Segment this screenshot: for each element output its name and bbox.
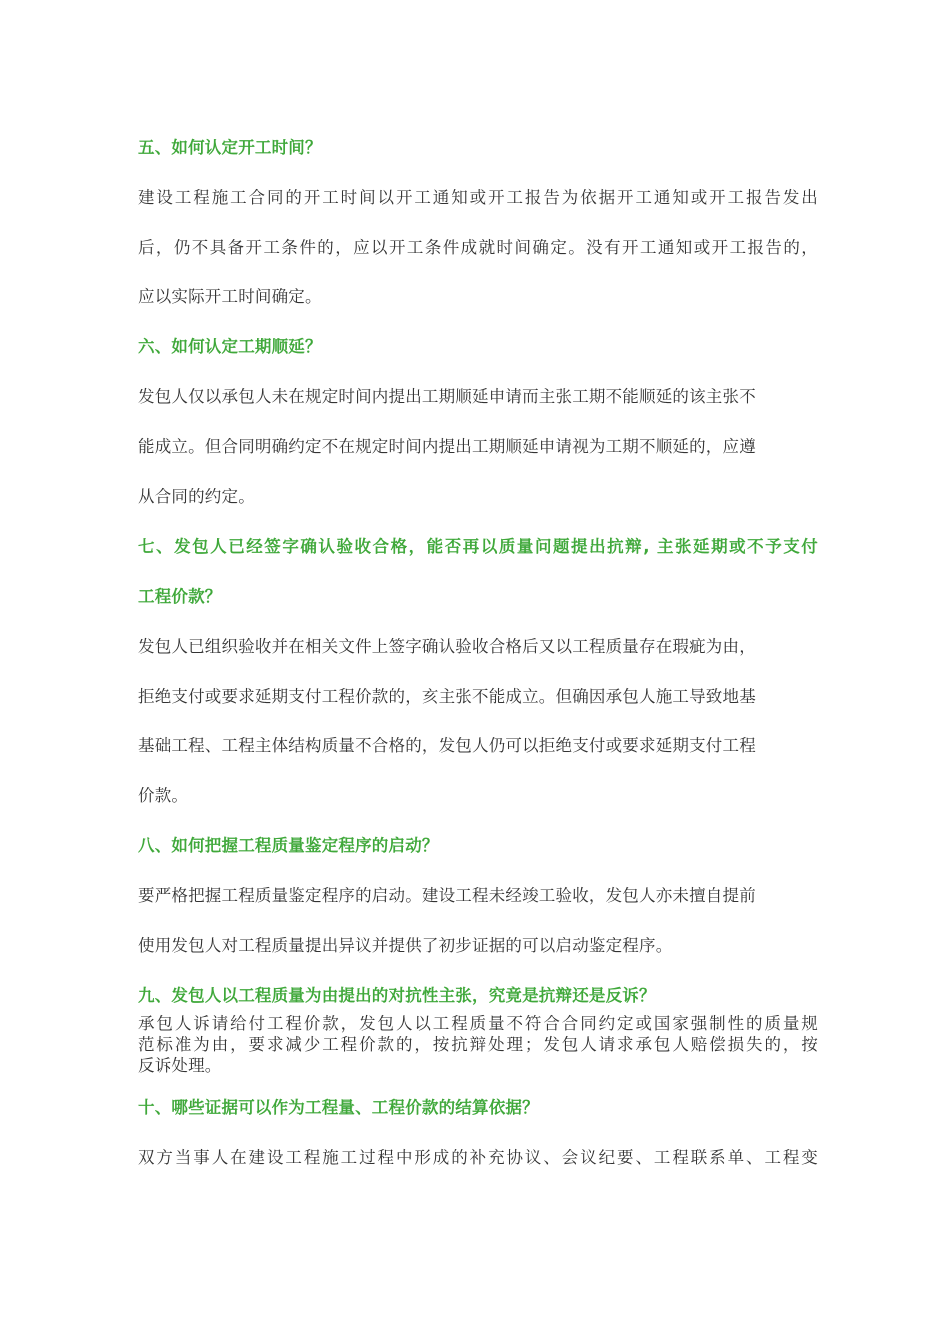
section-6-body-line-2: 能成立。但合同明确约定不在规定时间内提出工期顺延申请视为工期不顺延的，应遵	[138, 437, 756, 456]
section-6-body-line-1: 发包人仅以承包人未在规定时间内提出工期顺延申请而主张工期不能顺延的该主张不	[138, 387, 756, 406]
section-5-body-line-2: 后，仍不具备开工条件的，应以开工条件成就时间确定。没有开工通知或开工报告的，	[138, 238, 818, 257]
section-7-body-line-2: 拒绝支付或要求延期支付工程价款的，亥主张不能成立。但确因承包人施工导致地基	[138, 687, 756, 706]
section-7-body-line-4: 价款。	[138, 786, 189, 805]
section-7-heading-line-1: 七、发包人已经签字确认验收合格，能否再以质量问题提出抗辩, 主张延期或不予支付	[138, 537, 818, 556]
section-10-body-line-1: 双方当事人在建设工程施工过程中形成的补充协议、会议纪要、工程联系单、工程变	[138, 1148, 818, 1167]
section-9-body-line-3: 反诉处理。	[138, 1056, 222, 1075]
section-7-body-line-3: 基础工程、工程主体结构质量不合格的，发包人仍可以拒绝支付或要求延期支付工程	[138, 736, 756, 755]
section-8-body-line-2: 使用发包人对工程质量提出异议并提供了初步证据的可以启动鉴定程序。	[138, 936, 673, 955]
section-9-body-line-1: 承包人诉请给付工程价款，发包人以工程质量不符合合同约定或国家强制性的质量规	[138, 1014, 818, 1033]
section-5-body-line-3: 应以实际开工时间确定。	[138, 287, 322, 306]
section-5-body-line-1: 建设工程施工合同的开工时间以开工通知或开工报告为依据开工通知或开工报告发出	[138, 188, 818, 207]
section-7-heading-line-2: 工程价款？	[138, 587, 222, 606]
section-8-body-line-1: 要严格把握工程质量鉴定程序的启动。建设工程未经竣工验收，发包人亦未擅自提前	[138, 886, 756, 905]
section-6-heading: 六、如何认定工期顺延？	[138, 337, 322, 356]
section-10-heading: 十、哪些证据可以作为工程量、工程价款的结算依据？	[138, 1098, 539, 1117]
section-7-body-line-1: 发包人已组织验收并在相关文件上签字确认验收合格后又以工程质量存在瑕疵为由，	[138, 637, 756, 656]
section-5-heading: 五、如何认定开工时间？	[138, 138, 322, 157]
section-9-heading: 九、发包人以工程质量为由提出的对抗性主张，究竟是抗辩还是反诉？	[138, 986, 656, 1005]
section-6-body-line-3: 从合同的约定。	[138, 487, 255, 506]
section-8-heading: 八、如何把握工程质量鉴定程序的启动？	[138, 836, 439, 855]
section-9-body-line-2: 范标准为由，要求减少工程价款的，按抗辩处理；发包人请求承包人赔偿损失的，按	[138, 1035, 818, 1054]
